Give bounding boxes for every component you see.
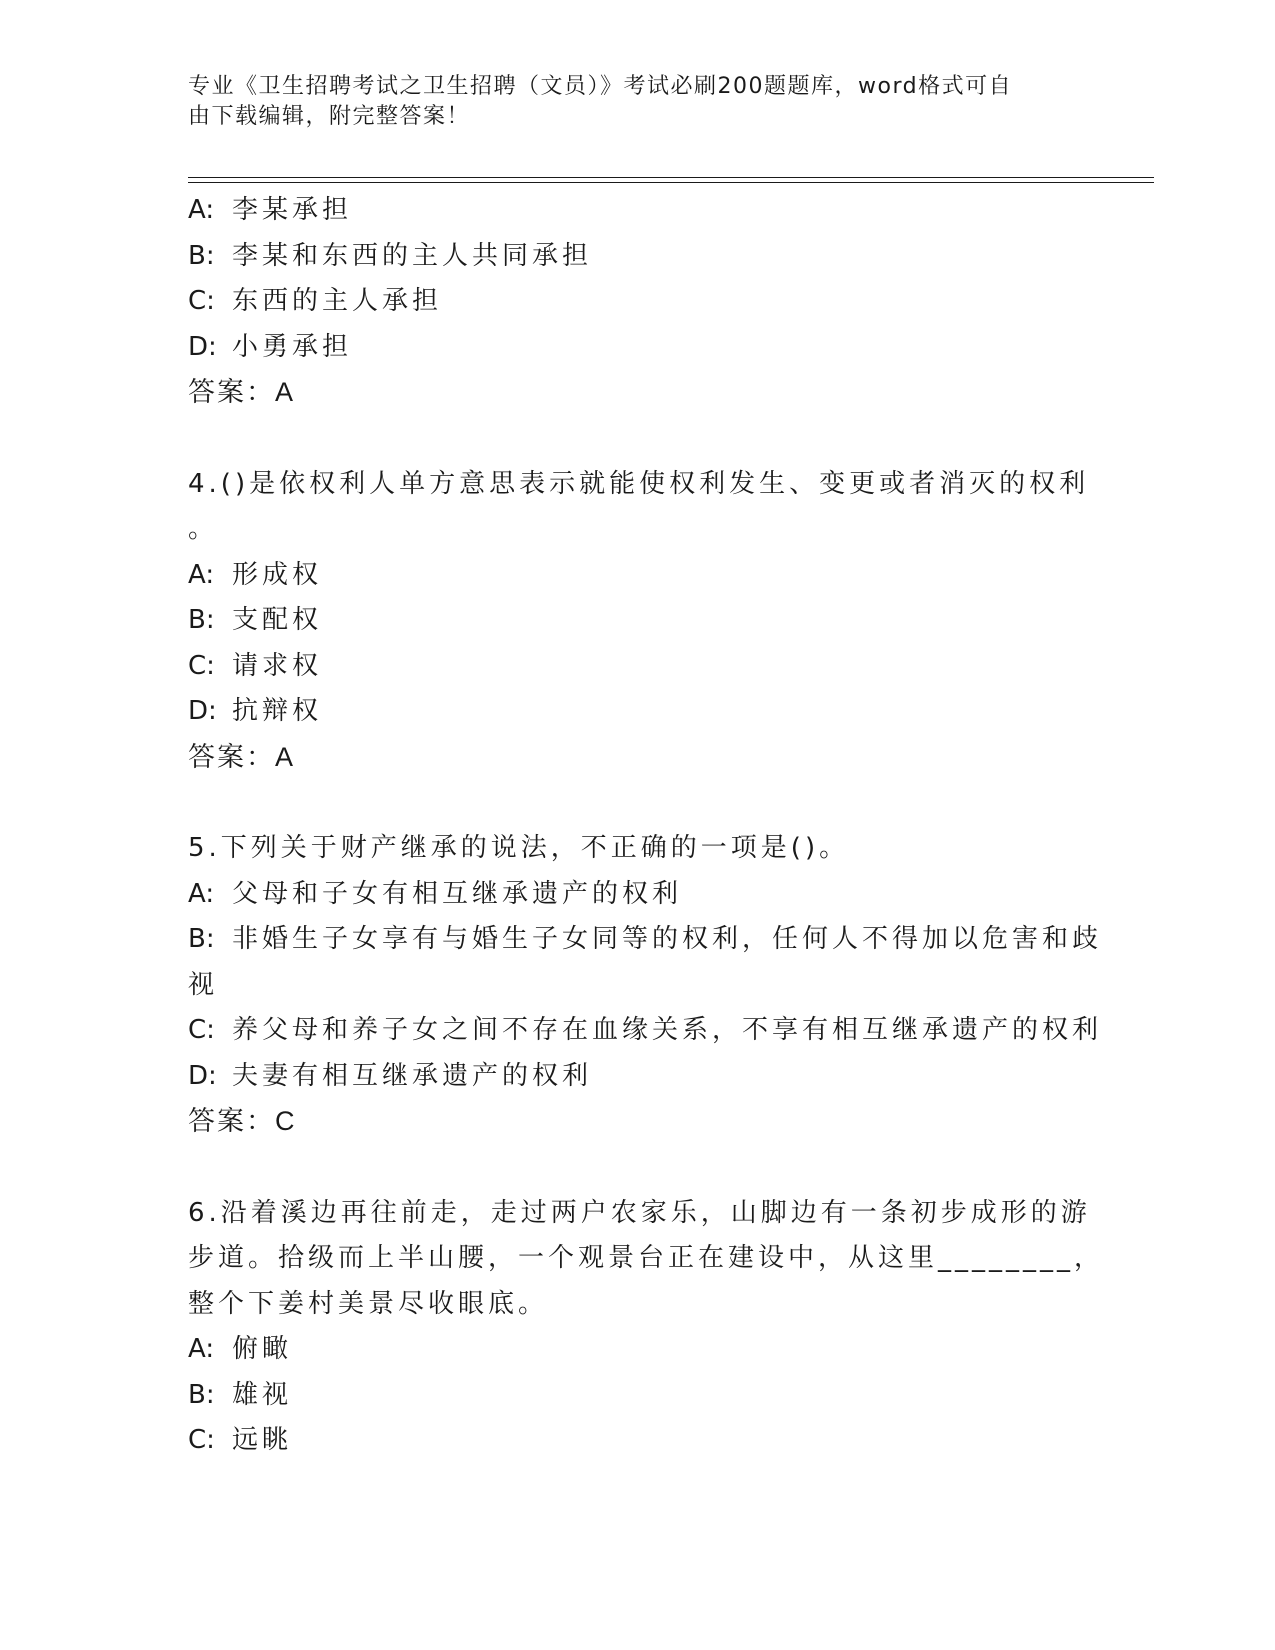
option-c: C: 请求权 — [188, 650, 323, 681]
option-d: D: 小勇承担 — [188, 331, 353, 362]
option-d: D: 抗辩权 — [188, 696, 323, 726]
option-b-cont: 视 — [188, 969, 219, 1000]
header-divider-bottom — [188, 182, 1154, 183]
question-3-answer: 答案：A — [188, 377, 296, 407]
question-4-stem: 4.()是依权利人单方意思表示就能使权利发生、变更或者消灭的权利 — [188, 468, 1090, 499]
question-3-options — [188, 188, 1088, 416]
option-a: A: 形成权 — [188, 559, 323, 590]
option-b: B: 雄视 — [188, 1379, 293, 1410]
option-b: B: 李某和东西的主人共同承担 — [188, 240, 593, 271]
question-5 — [188, 826, 1103, 1145]
question-6 — [188, 1191, 1105, 1464]
question-4-stem-cont: 。 — [188, 514, 219, 544]
option-b: B: 非婚生子女享有与婚生子女同等的权利，任何人不得加以危害和歧 — [188, 924, 1103, 954]
question-6-stem-cont-2: 整个下姜村美景尽收眼底。 — [188, 1288, 549, 1319]
header-line-1: 专业《卫生招聘考试之卫生招聘（文员）》考试必刷200题题库，word格式可自 — [188, 74, 1013, 99]
document-header — [188, 72, 1068, 132]
question-list — [188, 188, 1105, 1464]
option-c: C: 东西的主人承担 — [188, 286, 443, 316]
option-c: C: 远眺 — [188, 1425, 293, 1455]
question-4 — [188, 462, 1088, 781]
option-d: D: 夫妻有相互继承遗产的权利 — [188, 1060, 593, 1091]
question-6-stem: 6.沿着溪边再往前走，走过两户农家乐，山脚边有一条初步成形的游 — [188, 1197, 1091, 1228]
question-5-stem: 5.下列关于财产继承的说法，不正确的一项是()。 — [188, 833, 850, 863]
question-6-stem-cont-1: 步道。拾级而上半山腰，一个观景台正在建设中，从这里________， — [188, 1243, 1105, 1273]
option-b: B: 支配权 — [188, 605, 323, 635]
option-a: A: 父母和子女有相互继承遗产的权利 — [188, 878, 683, 909]
option-c: C: 养父母和养子女之间不存在血缘关系，不享有相互继承遗产的权利 — [188, 1015, 1103, 1045]
option-a: A: 李某承担 — [188, 195, 353, 225]
header-divider-top — [188, 177, 1154, 178]
question-4-answer: 答案：A — [188, 741, 296, 772]
header-line-2: 由下载编辑，附完整答案！ — [188, 104, 471, 129]
option-a: A: 俯瞰 — [188, 1334, 293, 1364]
question-5-answer: 答案：C — [188, 1106, 297, 1136]
